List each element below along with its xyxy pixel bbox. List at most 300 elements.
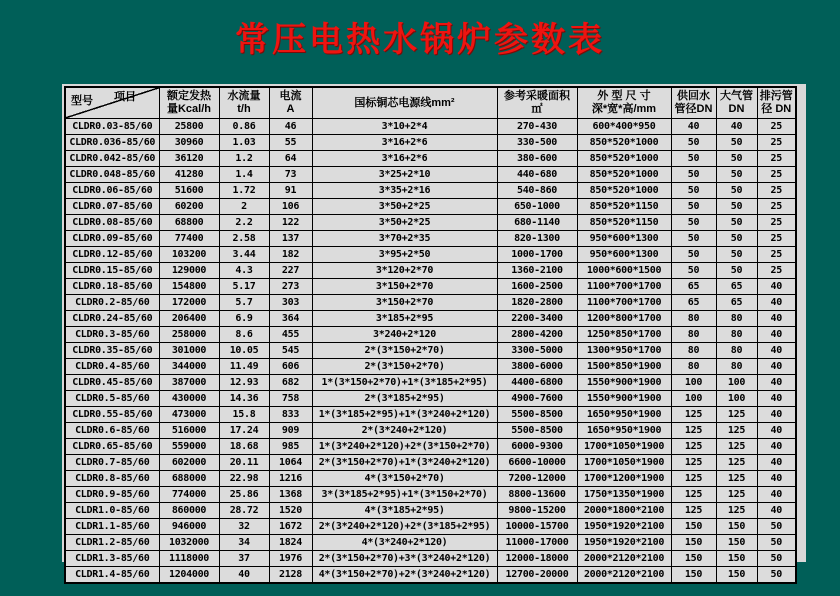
- value-cell: 3*185+2*95: [312, 311, 497, 327]
- model-cell: CLDR0.35-85/60: [65, 343, 159, 359]
- value-cell: 182: [269, 247, 312, 263]
- value-cell: 12000-18000: [497, 551, 577, 567]
- value-cell: 129000: [159, 263, 219, 279]
- value-cell: 1520: [269, 503, 312, 519]
- model-cell: CLDR0.12-85/60: [65, 247, 159, 263]
- value-cell: 1204000: [159, 567, 219, 584]
- value-cell: 64: [269, 151, 312, 167]
- column-header: 电流 A: [269, 87, 312, 119]
- value-cell: 1950*1920*2100: [577, 519, 671, 535]
- value-cell: 344000: [159, 359, 219, 375]
- value-cell: 3*35+2*16: [312, 183, 497, 199]
- value-cell: 1100*700*1700: [577, 295, 671, 311]
- value-cell: 40: [757, 279, 796, 295]
- value-cell: 40: [757, 343, 796, 359]
- value-cell: 91: [269, 183, 312, 199]
- value-cell: 50: [671, 151, 716, 167]
- model-cell: CLDR0.07-85/60: [65, 199, 159, 215]
- table-row: [65, 151, 796, 167]
- value-cell: 2*(3*150+2*70): [312, 359, 497, 375]
- value-cell: 273: [269, 279, 312, 295]
- value-cell: 125: [671, 423, 716, 439]
- corner-model-label: 型号: [71, 95, 93, 107]
- model-cell: CLDR0.036-85/60: [65, 135, 159, 151]
- value-cell: 4.3: [219, 263, 269, 279]
- value-cell: 1*(3*150+2*70)+1*(3*185+2*95): [312, 375, 497, 391]
- value-cell: 1700*1200*1900: [577, 471, 671, 487]
- value-cell: 682: [269, 375, 312, 391]
- value-cell: 125: [671, 407, 716, 423]
- model-cell: CLDR0.048-85/60: [65, 167, 159, 183]
- value-cell: 80: [716, 327, 757, 343]
- column-header: 供回水 管径DN: [671, 87, 716, 119]
- value-cell: 5500-8500: [497, 407, 577, 423]
- value-cell: 440-680: [497, 167, 577, 183]
- value-cell: 137: [269, 231, 312, 247]
- value-cell: 545: [269, 343, 312, 359]
- value-cell: 50: [671, 199, 716, 215]
- value-cell: 22.98: [219, 471, 269, 487]
- value-cell: 1700*1050*1900: [577, 455, 671, 471]
- value-cell: 80: [671, 359, 716, 375]
- value-cell: 25800: [159, 119, 219, 135]
- value-cell: 206400: [159, 311, 219, 327]
- value-cell: 125: [671, 439, 716, 455]
- table-row: [65, 487, 796, 503]
- value-cell: 1550*900*1900: [577, 375, 671, 391]
- value-cell: 100: [716, 375, 757, 391]
- value-cell: 3*50+2*25: [312, 215, 497, 231]
- model-cell: CLDR1.3-85/60: [65, 551, 159, 567]
- value-cell: 25: [757, 215, 796, 231]
- column-header: 额定发热 量Kcal/h: [159, 87, 219, 119]
- value-cell: 25.86: [219, 487, 269, 503]
- value-cell: 12.93: [219, 375, 269, 391]
- value-cell: 100: [716, 391, 757, 407]
- value-cell: 50: [757, 551, 796, 567]
- value-cell: 150: [716, 519, 757, 535]
- value-cell: 11.49: [219, 359, 269, 375]
- value-cell: 172000: [159, 295, 219, 311]
- value-cell: 50: [716, 183, 757, 199]
- value-cell: 1500*850*1900: [577, 359, 671, 375]
- table-row: [65, 327, 796, 343]
- value-cell: 80: [671, 343, 716, 359]
- value-cell: 125: [716, 487, 757, 503]
- value-cell: 387000: [159, 375, 219, 391]
- value-cell: 6.9: [219, 311, 269, 327]
- value-cell: 125: [716, 439, 757, 455]
- value-cell: 2000*2120*2100: [577, 551, 671, 567]
- value-cell: 3*25+2*10: [312, 167, 497, 183]
- value-cell: 303: [269, 295, 312, 311]
- value-cell: 25: [757, 263, 796, 279]
- value-cell: 2*(3*150+2*70): [312, 343, 497, 359]
- value-cell: 51600: [159, 183, 219, 199]
- value-cell: 850*520*1000: [577, 151, 671, 167]
- model-cell: CLDR0.3-85/60: [65, 327, 159, 343]
- model-cell: CLDR0.4-85/60: [65, 359, 159, 375]
- value-cell: 65: [671, 279, 716, 295]
- value-cell: 40: [757, 423, 796, 439]
- value-cell: 12700-20000: [497, 567, 577, 584]
- value-cell: 3*120+2*70: [312, 263, 497, 279]
- value-cell: 1976: [269, 551, 312, 567]
- value-cell: 1.72: [219, 183, 269, 199]
- value-cell: 40: [757, 359, 796, 375]
- model-cell: CLDR0.45-85/60: [65, 375, 159, 391]
- value-cell: 1600-2500: [497, 279, 577, 295]
- value-cell: 860000: [159, 503, 219, 519]
- value-cell: 1700*1050*1900: [577, 439, 671, 455]
- value-cell: 1250*850*1700: [577, 327, 671, 343]
- value-cell: 559000: [159, 439, 219, 455]
- value-cell: 125: [716, 455, 757, 471]
- value-cell: 80: [671, 327, 716, 343]
- value-cell: 600*400*950: [577, 119, 671, 135]
- value-cell: 4*(3*150+2*70)+2*(3*240+2*120): [312, 567, 497, 584]
- model-cell: CLDR0.042-85/60: [65, 151, 159, 167]
- value-cell: 430000: [159, 391, 219, 407]
- table-row: [65, 199, 796, 215]
- table-row: [65, 519, 796, 535]
- value-cell: 2800-4200: [497, 327, 577, 343]
- model-cell: CLDR0.03-85/60: [65, 119, 159, 135]
- value-cell: 850*520*1000: [577, 167, 671, 183]
- value-cell: 122: [269, 215, 312, 231]
- value-cell: 50: [757, 535, 796, 551]
- value-cell: 6000-9300: [497, 439, 577, 455]
- value-cell: 106: [269, 199, 312, 215]
- value-cell: 1000*600*1500: [577, 263, 671, 279]
- value-cell: 28.72: [219, 503, 269, 519]
- value-cell: 65: [671, 295, 716, 311]
- value-cell: 2000*2120*2100: [577, 567, 671, 584]
- value-cell: 4*(3*150+2*70): [312, 471, 497, 487]
- value-cell: 18.68: [219, 439, 269, 455]
- value-cell: 1368: [269, 487, 312, 503]
- column-header: 大气管 DN: [716, 87, 757, 119]
- table-row: [65, 167, 796, 183]
- table-header: [65, 87, 796, 119]
- value-cell: 50: [716, 151, 757, 167]
- value-cell: 3300-5000: [497, 343, 577, 359]
- value-cell: 3*95+2*50: [312, 247, 497, 263]
- value-cell: 80: [716, 343, 757, 359]
- value-cell: 40: [757, 295, 796, 311]
- value-cell: 25: [757, 183, 796, 199]
- value-cell: 65: [716, 295, 757, 311]
- value-cell: 850*520*1000: [577, 183, 671, 199]
- model-cell: CLDR1.1-85/60: [65, 519, 159, 535]
- value-cell: 4400-6800: [497, 375, 577, 391]
- table-row: [65, 295, 796, 311]
- value-cell: 3*(3*185+2*95)+1*(3*150+2*70): [312, 487, 497, 503]
- value-cell: 100: [671, 375, 716, 391]
- value-cell: 7200-12000: [497, 471, 577, 487]
- model-cell: CLDR0.65-85/60: [65, 439, 159, 455]
- value-cell: 6600-10000: [497, 455, 577, 471]
- model-cell: CLDR0.15-85/60: [65, 263, 159, 279]
- value-cell: 40: [757, 375, 796, 391]
- value-cell: 50: [716, 199, 757, 215]
- table-row: [65, 439, 796, 455]
- value-cell: 3*240+2*120: [312, 327, 497, 343]
- value-cell: 301000: [159, 343, 219, 359]
- table-row: [65, 231, 796, 247]
- table-row: [65, 455, 796, 471]
- value-cell: 50: [716, 263, 757, 279]
- value-cell: 11000-17000: [497, 535, 577, 551]
- boiler-parameter-table: [64, 86, 797, 584]
- value-cell: 650-1000: [497, 199, 577, 215]
- value-cell: 270-430: [497, 119, 577, 135]
- value-cell: 50: [757, 567, 796, 584]
- value-cell: 5.17: [219, 279, 269, 295]
- value-cell: 150: [671, 567, 716, 584]
- value-cell: 50: [671, 183, 716, 199]
- value-cell: 4900-7600: [497, 391, 577, 407]
- value-cell: 50: [716, 247, 757, 263]
- value-cell: 540-860: [497, 183, 577, 199]
- model-cell: CLDR0.8-85/60: [65, 471, 159, 487]
- value-cell: 150: [671, 519, 716, 535]
- value-cell: 40: [757, 503, 796, 519]
- value-cell: 125: [671, 503, 716, 519]
- table-row: [65, 215, 796, 231]
- value-cell: 1750*1350*1900: [577, 487, 671, 503]
- value-cell: 1.4: [219, 167, 269, 183]
- value-cell: 100: [671, 391, 716, 407]
- value-cell: 950*600*1300: [577, 231, 671, 247]
- value-cell: 50: [671, 215, 716, 231]
- value-cell: 946000: [159, 519, 219, 535]
- model-cell: CLDR1.2-85/60: [65, 535, 159, 551]
- value-cell: 3.44: [219, 247, 269, 263]
- value-cell: 10000-15700: [497, 519, 577, 535]
- value-cell: 40: [757, 311, 796, 327]
- value-cell: 909: [269, 423, 312, 439]
- model-cell: CLDR0.18-85/60: [65, 279, 159, 295]
- table-row: [65, 423, 796, 439]
- model-cell: CLDR0.08-85/60: [65, 215, 159, 231]
- column-header: 水流量 t/h: [219, 87, 269, 119]
- value-cell: 3*50+2*25: [312, 199, 497, 215]
- value-cell: 55: [269, 135, 312, 151]
- value-cell: 40: [671, 119, 716, 135]
- value-cell: 25: [757, 199, 796, 215]
- value-cell: 3800-6000: [497, 359, 577, 375]
- value-cell: 25: [757, 231, 796, 247]
- value-cell: 455: [269, 327, 312, 343]
- value-cell: 364: [269, 311, 312, 327]
- model-cell: CLDR0.55-85/60: [65, 407, 159, 423]
- value-cell: 1064: [269, 455, 312, 471]
- value-cell: 1*(3*240+2*120)+2*(3*150+2*70): [312, 439, 497, 455]
- table-row: [65, 263, 796, 279]
- value-cell: 15.8: [219, 407, 269, 423]
- value-cell: 2000*1800*2100: [577, 503, 671, 519]
- table-row: [65, 183, 796, 199]
- value-cell: 1650*950*1900: [577, 423, 671, 439]
- value-cell: 50: [716, 215, 757, 231]
- value-cell: 258000: [159, 327, 219, 343]
- table-row: [65, 535, 796, 551]
- value-cell: 3*16+2*6: [312, 135, 497, 151]
- value-cell: 50: [716, 135, 757, 151]
- value-cell: 850*520*1150: [577, 215, 671, 231]
- value-cell: 4*(3*185+2*95): [312, 503, 497, 519]
- value-cell: 602000: [159, 455, 219, 471]
- value-cell: 150: [716, 567, 757, 584]
- value-cell: 73: [269, 167, 312, 183]
- value-cell: 516000: [159, 423, 219, 439]
- value-cell: 40: [757, 327, 796, 343]
- value-cell: 25: [757, 247, 796, 263]
- value-cell: 40: [716, 119, 757, 135]
- table-row: [65, 343, 796, 359]
- value-cell: 0.86: [219, 119, 269, 135]
- value-cell: 154800: [159, 279, 219, 295]
- column-header: 国标铜芯电源线mm²: [312, 87, 497, 119]
- value-cell: 125: [671, 487, 716, 503]
- value-cell: 25: [757, 135, 796, 151]
- table-row: [65, 551, 796, 567]
- table-row: [65, 359, 796, 375]
- value-cell: 3*150+2*70: [312, 295, 497, 311]
- value-cell: 1824: [269, 535, 312, 551]
- value-cell: 1000-1700: [497, 247, 577, 263]
- value-cell: 125: [716, 423, 757, 439]
- model-cell: CLDR0.6-85/60: [65, 423, 159, 439]
- table-row: [65, 407, 796, 423]
- corner-item-label: 项目: [114, 91, 136, 103]
- value-cell: 833: [269, 407, 312, 423]
- value-cell: 50: [671, 247, 716, 263]
- model-cell: CLDR0.24-85/60: [65, 311, 159, 327]
- table-row: [65, 391, 796, 407]
- model-cell: CLDR0.9-85/60: [65, 487, 159, 503]
- value-cell: 50: [757, 519, 796, 535]
- boiler-table-panel: [62, 84, 806, 580]
- model-cell: CLDR0.09-85/60: [65, 231, 159, 247]
- value-cell: 32: [219, 519, 269, 535]
- value-cell: 9800-15200: [497, 503, 577, 519]
- table-row: [65, 311, 796, 327]
- value-cell: 40: [757, 455, 796, 471]
- value-cell: 46: [269, 119, 312, 135]
- model-cell: CLDR0.2-85/60: [65, 295, 159, 311]
- table-row: [65, 279, 796, 295]
- value-cell: 77400: [159, 231, 219, 247]
- value-cell: 2200-3400: [497, 311, 577, 327]
- column-header: 外 型 尺 寸 深*宽*高/mm: [577, 87, 671, 119]
- value-cell: 125: [716, 407, 757, 423]
- value-cell: 1300*950*1700: [577, 343, 671, 359]
- value-cell: 5.7: [219, 295, 269, 311]
- value-cell: 50: [671, 167, 716, 183]
- table-row: [65, 503, 796, 519]
- table-row: [65, 135, 796, 151]
- value-cell: 1820-2800: [497, 295, 577, 311]
- table-row: [65, 119, 796, 135]
- value-cell: 1.2: [219, 151, 269, 167]
- value-cell: 80: [671, 311, 716, 327]
- column-header: 排污管 径 DN: [757, 87, 796, 119]
- value-cell: 2.2: [219, 215, 269, 231]
- value-cell: 125: [671, 455, 716, 471]
- value-cell: 1200*800*1700: [577, 311, 671, 327]
- model-cell: CLDR0.7-85/60: [65, 455, 159, 471]
- value-cell: 50: [671, 231, 716, 247]
- value-cell: 1360-2100: [497, 263, 577, 279]
- value-cell: 227: [269, 263, 312, 279]
- value-cell: 30960: [159, 135, 219, 151]
- value-cell: 40: [757, 407, 796, 423]
- value-cell: 34: [219, 535, 269, 551]
- value-cell: 606: [269, 359, 312, 375]
- value-cell: 25: [757, 151, 796, 167]
- value-cell: 2*(3*150+2*70)+3*(3*240+2*120): [312, 551, 497, 567]
- value-cell: 680-1140: [497, 215, 577, 231]
- value-cell: 36120: [159, 151, 219, 167]
- value-cell: 125: [671, 471, 716, 487]
- value-cell: 68800: [159, 215, 219, 231]
- value-cell: 985: [269, 439, 312, 455]
- value-cell: 688000: [159, 471, 219, 487]
- value-cell: 2128: [269, 567, 312, 584]
- value-cell: 20.11: [219, 455, 269, 471]
- value-cell: 2*(3*150+2*70)+1*(3*240+2*120): [312, 455, 497, 471]
- value-cell: 850*520*1000: [577, 135, 671, 151]
- value-cell: 2*(3*240+2*120): [312, 423, 497, 439]
- value-cell: 2*(3*240+2*120)+2*(3*185+2*95): [312, 519, 497, 535]
- table-row: [65, 375, 796, 391]
- value-cell: 2.58: [219, 231, 269, 247]
- value-cell: 41280: [159, 167, 219, 183]
- value-cell: 150: [716, 551, 757, 567]
- value-cell: 1672: [269, 519, 312, 535]
- value-cell: 2: [219, 199, 269, 215]
- value-cell: 1.03: [219, 135, 269, 151]
- value-cell: 37: [219, 551, 269, 567]
- value-cell: 820-1300: [497, 231, 577, 247]
- value-cell: 758: [269, 391, 312, 407]
- value-cell: 40: [757, 391, 796, 407]
- value-cell: 5500-8500: [497, 423, 577, 439]
- value-cell: 50: [716, 231, 757, 247]
- value-cell: 1118000: [159, 551, 219, 567]
- value-cell: 50: [671, 135, 716, 151]
- value-cell: 8.6: [219, 327, 269, 343]
- table-row: [65, 247, 796, 263]
- value-cell: 14.36: [219, 391, 269, 407]
- corner-cell: [65, 87, 159, 119]
- table-row: [65, 471, 796, 487]
- table-body: [65, 119, 796, 584]
- value-cell: 40: [219, 567, 269, 584]
- value-cell: 150: [671, 535, 716, 551]
- model-cell: CLDR1.0-85/60: [65, 503, 159, 519]
- value-cell: 380-600: [497, 151, 577, 167]
- value-cell: 50: [671, 263, 716, 279]
- value-cell: 1216: [269, 471, 312, 487]
- page-title: 常压电热水锅炉参数表: [235, 21, 605, 59]
- value-cell: 150: [716, 535, 757, 551]
- value-cell: 1032000: [159, 535, 219, 551]
- value-cell: 60200: [159, 199, 219, 215]
- value-cell: 8800-13600: [497, 487, 577, 503]
